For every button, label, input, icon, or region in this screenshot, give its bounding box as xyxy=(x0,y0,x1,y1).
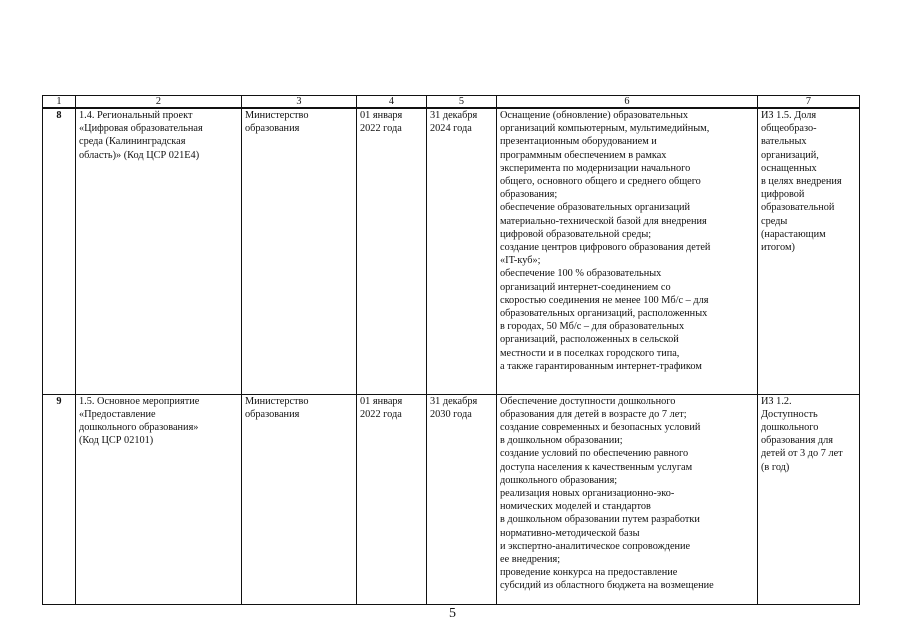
header-col-7: 7 xyxy=(758,96,860,109)
measure-name: 1.4. Региональный проект «Цифровая образовательная среда (Калининградская область)» (Код ЦСР 021Е4) xyxy=(76,108,242,394)
indicator: ИЗ 1.2. Доступность дошкольного образования для детей от 3 до 7 лет (в год) xyxy=(758,394,860,604)
header-col-1: 1 xyxy=(43,96,76,109)
executor: Министерство образования xyxy=(242,394,357,604)
row-number: 9 xyxy=(43,394,76,604)
header-col-2: 2 xyxy=(76,96,242,109)
page-number: 5 xyxy=(449,606,456,621)
measure-content: Обеспечение доступности дошкольного образования для детей в возрасте до 7 лет; создание современных и безопасных условий в дошкольном образовании; создание условий по обеспечению равного доступа населения к качественным услугам дошкольного образования; реализация новых организационно-эко- номических моделей и стандартов в дошкольном образовании путем разработки нормативно-методической базы и экспертно-аналитическое сопровождение ее внедрения; проведение конкурса на предоставление субсидий из областного бюджета на возмещение xyxy=(497,394,758,604)
header-row xyxy=(43,96,860,109)
measure-content: Оснащение (обновление) образовательных организаций компьютерным, мультимедийным, презентационным оборудованием и программным обеспечением в рамках эксперимента по модернизации начального общего, основного общего и среднего общего образования; обеспечение образовательных организаций материально-технической базой для внедрения цифровой образовательной среды; создание центров цифрового образования детей «IT-куб»; обеспечение 100 % образовательных организаций интернет-соединением со скоростью соединения не менее 100 Мб/с – для образовательных организаций, расположенных в городах, 50 Мб/с – для образовательных организаций, расположенных в сельской местности и в поселках городского типа, а также гарантированным интернет-трафиком xyxy=(497,108,758,394)
start-date: 01 января 2022 года xyxy=(357,394,427,604)
end-date: 31 декабря 2024 года xyxy=(427,108,497,394)
program-table xyxy=(42,95,860,605)
end-date: 31 декабря 2030 года xyxy=(427,394,497,604)
header-col-5: 5 xyxy=(427,96,497,109)
row-number: 8 xyxy=(43,108,76,394)
table-row xyxy=(43,108,860,394)
table-row xyxy=(43,394,860,604)
executor: Министерство образования xyxy=(242,108,357,394)
header-col-3: 3 xyxy=(242,96,357,109)
header-col-4: 4 xyxy=(357,96,427,109)
header-col-6: 6 xyxy=(497,96,758,109)
start-date: 01 января 2022 года xyxy=(357,108,427,394)
indicator: ИЗ 1.5. Доля общеобразо- вательных организаций, оснащенных в целях внедрения цифровой образовательной среды (нарастающим итогом) xyxy=(758,108,860,394)
measure-name: 1.5. Основное мероприятие «Предоставление дошкольного образования» (Код ЦСР 02101) xyxy=(76,394,242,604)
